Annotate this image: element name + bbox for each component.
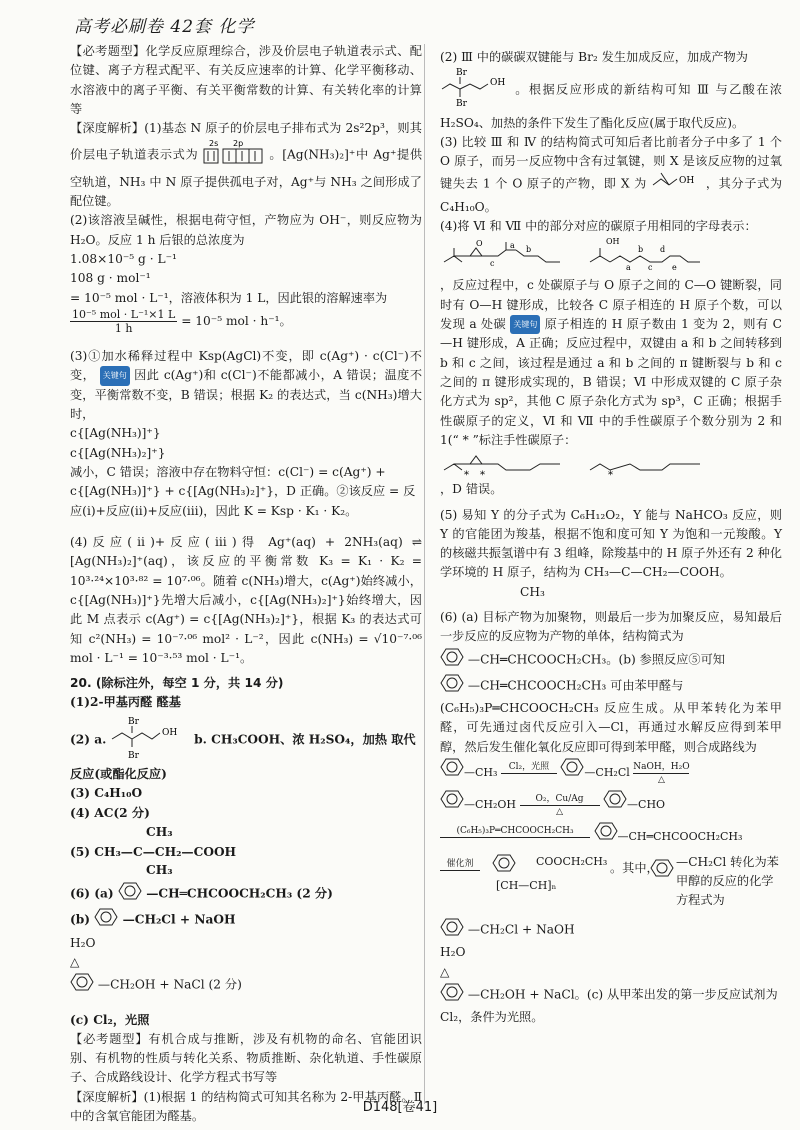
- right-r5-mono2-text: —CH═CHCOOCH₂CH₃ 可由苯甲醛与: [467, 678, 684, 693]
- chiral-star-3: *: [608, 470, 613, 481]
- x-structure: [651, 171, 701, 197]
- q20-5-ch3-bottom: CH₃: [146, 862, 173, 877]
- benzene-ring-icon: [440, 757, 464, 789]
- right-r3: (4)将 Ⅵ 和 Ⅶ 中的部分对应的碳原子用相同的字母表示：: [440, 219, 757, 234]
- r1-oh: OH: [490, 78, 506, 89]
- right-r3b-text: ，反应过程中，c 处碳原子与 O 原子之间的 C—O 键断裂，同时有 O—H 键形成，比较各 C 原子相连的 H 原子个数，可以发现 a 处碳: [440, 278, 782, 332]
- left-p6: 【必考题型】有机合成与推断，涉及有机物的命名、官能团识别、有机物的性质与转化关系、物质推断、杂化轨道、手性碳原子、合成路线设计、化学方程式书写等: [70, 1031, 422, 1085]
- q20-2: [70, 715, 422, 765]
- q20-2c: 反应(或酯化反应): [70, 767, 167, 782]
- r3-label-a2: a: [626, 263, 631, 273]
- r3-structures: [440, 236, 782, 276]
- left-column: [70, 42, 422, 1126]
- br-bottom-label: Br: [128, 750, 140, 759]
- orbital-2s-label: 2s: [208, 139, 219, 149]
- right-r4-ch3: CH₃: [520, 584, 545, 599]
- route-arrow-4-top: (C₆H₅)₃P═CHCOOCH₂CH₃: [456, 825, 574, 836]
- q20-5-ch3-top: CH₃: [146, 824, 173, 839]
- benzene-ring-icon: [440, 982, 464, 1008]
- column-divider: [424, 44, 425, 1104]
- q20-1: (1)2-甲基丙醛 醛基: [70, 695, 181, 710]
- frac2-num: 10⁻⁵ mol · L⁻¹×1 L: [72, 307, 176, 321]
- fraction-rate: [70, 308, 177, 335]
- route-arrow-5: [440, 859, 480, 872]
- benzene-ring-icon: [440, 789, 464, 821]
- q20-6a: [70, 881, 422, 907]
- q20-3: (3) C₄H₁₀O: [70, 786, 143, 801]
- right-r5e: [440, 917, 782, 943]
- r1-br-top: Br: [456, 68, 467, 79]
- frac3-num: c{[Ag(NH₃)]⁺}: [70, 426, 161, 441]
- left-p4: [70, 347, 422, 424]
- left-p3b: = 10⁻⁵ mol · L⁻¹，溶液体积为 1 L，因此银的溶解速率为: [70, 290, 388, 305]
- orbital-diagram: [203, 138, 265, 172]
- polymer-ester: COOCH₂CH₃: [536, 855, 608, 869]
- benzene-ring-icon: [94, 907, 118, 933]
- left-p1: 【必考题型】化学反应原理综合，涉及价层电子轨道表示式、配位键、离子方程式配平、有关反应速率的计算、化学平衡移动、水溶液中的离子平衡、有关平衡常数的计算、有关转化率的计算等: [70, 44, 422, 116]
- left-p2: [70, 119, 422, 211]
- q20-2a: (2) a.: [70, 732, 107, 747]
- q20-6b: [70, 907, 422, 933]
- frac-den: 108 g · mol⁻¹: [70, 271, 151, 286]
- benzene-ring-icon: [560, 757, 584, 789]
- arrow-bottom: △: [70, 954, 80, 969]
- left-p4a: (3)①加水稀释过程中 Ksp(AgCl)不变，即 c(Ag⁺) · c(Cl⁻)不变，: [70, 349, 422, 383]
- route-arrow-1: [501, 762, 557, 785]
- q20-5-main: (5) CH₃—C—CH₂—COOH: [70, 844, 237, 859]
- r3-label-b: b: [526, 245, 532, 255]
- left-p2b: 。[Ag(NH₃)₂]⁺中 Ag⁺提供空轨道，NH₃ 中 N 原子提供孤电子对，Ag⁺与 NH₃ 之间形成了配位键。: [70, 148, 423, 209]
- left-p3: [70, 211, 422, 250]
- q20-2b: b. CH₃COOH、浓 H₂SO₄，加热 取代: [194, 732, 416, 747]
- frac2-den: 1 h: [114, 321, 133, 335]
- q20-5: [70, 823, 422, 881]
- right-r4: (5) 易知 Y 的分子式为 C₆H₁₂O₂，Y 能与 NaHCO₃ 反应，则 Y 的官能团为羧基，根据不饱和度可知 Y 为饱和一元羧酸。Y 的核磁共振氢谱中有 3 组峰，除羧基中的 H 原子外还有 2 种化学环境的 H 原子，结构为 CH₃—C—CH₂—COOH。: [440, 507, 782, 580]
- right-r5: (6) (a) 目标产物为加聚物，则最后一步为加聚反应，易知最后一步反应的反应物为产物的单体，结构简式为: [440, 609, 782, 644]
- right-column: (2) Ⅲ 中的碳碳双键能与 Br₂ 发生加成反应，加成产物为 Br Br OH 。根据反应形成的新结构可知 Ⅲ 与乙酸在浓 H₂SO₄、加热的条件下发生了酯化反应(属于取代反应)。 (3) 比较 Ⅲ 和 Ⅳ 的结构简式可知后者比前者分子中多了 1 个 O 原子，而另一反应物中含有过氧键，则 X 是该反应物的过氧键失去 1 个 O 原子的产物，即 X 为 OH ，其分子式为 C₄H₁₀O。 (4)将 Ⅵ 和 Ⅶ 中的部分对应的碳原子用相同的字母表示： O a b c OH a b c d e ，反应过程中，c 处碳原子与 O 原子之间的 C—O 键断裂，同时有 O—H 键形成，比较各 C 原子相连的 H 原子个数，可以发现 a 处碳 关键句 原子相连的 H 原子数由 1 变为 2，则有 C—H 键形成，A 正确；反应过程中，双键由 a 和 b 之间转移到 b 和 c 之间，该过程是通过 a 和 b 之间的 π 键断裂与 b 和 c 之间的 π 键形成实现的，B 错误；Ⅵ 中形成双键的 C 原子杂化方式为 sp²，其他 C 原子杂化方式为 sp³，C 正确；根据手性碳原子的定义，Ⅵ 和 Ⅶ 中的手性碳原子个数分别为 2 和 1(“ * ”标注手性碳原子： * * * ，D 错误。 (5) 易知 Y 的分子式为 C₆H₁₂O₂，Y 能与 NaHCO₃ 反应，则 Y 的官能团为羧基，根据不饱和度可知 Y 为饱和一元羧酸。Y 的核磁共振氢谱中有 3 组峰，除羧基中的 H 原子外还有 2 种化学环境的 H 原子，结构为 CH₃—C—CH₂—COOH。 CH₃ (6) (a) 目标产物为加聚物，则最后一步为加聚反应，易知最后一步反应的反应物为产物的单体，结构简式为 —CH═CHCOOCH₂CH₃。(b) 参照反应⑤可知 —CH═CHCOOCH₂CH₃ 可由苯甲醛与 (C₆H₅)₃P═CHCOOCH₂CH₃ 反应生成。从甲苯转化为苯甲醛，可先通过卤代反应引入—Cl，再通过水解反应得到苯甲醇，然后发生催化氧化反应即可得到苯甲醛，则合成路线为 —CH₃ Cl₂，光照 —CH₂Cl NaOH，H₂O △ —CH₂OH O₂，Cu/Ag △ —CHO (C₆H₅)₃P═CHCOOCH₂CH₃ —CH═CHCOOCH₂CH₃ 催化剂 COOCH₂CH₃ [CH—CH]ₙ 。其中， —CH₂Cl 转化为苯甲醇的反应的化学方程式为 —CH₂Cl + NaOH H₂O △ —CH₂OH + NaCl。(c) 从甲苯出发的第一步反应试剂为 Cl₂，条件为光照。: [440, 50, 783, 1025]
- left-p2a: 【深度解析】(1)基态 N 原子的价层电子排布式为 2s²2p³，则其价层电子轨道表示式为: [70, 121, 422, 163]
- benzene-ring-icon: [118, 881, 142, 907]
- route-arrow-1-top: Cl₂，光照: [508, 761, 550, 772]
- left-p3a: (2)该溶液呈碱性，根据电荷守恒，产物应为 OH⁻，则反应物为 H₂O。反应 1 h 后银的总浓度为: [70, 213, 422, 247]
- r3-label-b2: b: [638, 245, 644, 255]
- right-r2: [440, 133, 782, 217]
- route-arrow-3-top: O₂，Cu/Ag: [535, 793, 584, 804]
- left-p5-text: (4)反应(ⅱ)+反应(ⅲ)得 Ag⁺(aq) + 2NH₃(aq) ⇌ [Ag(NH₃)₂]⁺(aq)，该反应的平衡常数 K₃ = K₁ · K₂ = 10³·²⁴×10³·⁸² = 10⁷·⁰⁶。随着 c(NH₃)增大，c(Ag⁺)始终减小，c{[Ag(NH₃)]⁺}先增大后减小，c{[Ag(NH₃)₂]⁺}始终增大，因此 M 点表示 c(Ag⁺) = c{[Ag(NH₃)₂]⁺}，根据 K₃ 的表达式可知 c²(NH₃) = 10⁻⁷·⁰⁶ mol² · L⁻²，因此 c(NH₃) =: [70, 535, 422, 646]
- right-r5e-right: —CH₂OH + NaCl。(c) 从甲苯出发的第一步反应试剂为 Cl₂，条件为光照。: [440, 987, 778, 1025]
- polymer-chain: [CH—CH]ₙ: [496, 879, 557, 893]
- route-arrow-4: [440, 826, 590, 849]
- right-r3b: [440, 276, 782, 450]
- right-r1: [440, 48, 782, 67]
- r3-label-c2: c: [648, 263, 653, 273]
- key-sentence-stamp: 关键句: [510, 315, 540, 334]
- right-r1-text: (2) Ⅲ 中的碳碳双键能与 Br₂ 发生加成反应，加成产物为: [440, 50, 748, 64]
- chiral-structures: [440, 450, 782, 480]
- right-r5e-left: —CH₂Cl + NaOH: [467, 922, 575, 937]
- route-benzyl-chloride: —CH₂Cl: [584, 766, 630, 780]
- right-r5-ylide: (C₆H₅)₃P═CHCOOCH₂CH₃ 反应生成。从甲苯转化为苯甲醛，可先通过卤代反应引入—Cl，再通过水解反应得到苯甲醇，然后发生催化氧化反应即可得到苯甲醛，则合成路线为: [440, 701, 782, 754]
- route-cinnamate: —CH═CHCOOCH₂CH₃: [617, 830, 743, 844]
- left-p4c: 减小，C 错误；溶液中存在物料守恒：c(Cl⁻) = c(Ag⁺) + c{[Ag(NH₃)]⁺} + c{[Ag(NH₃)₂]⁺}，D 正确。②该反应 = 反应(ⅰ)+反应(ⅱ)+反应(ⅲ)，因此 K = Ksp · K₁ · K₂。: [70, 464, 416, 518]
- route-benzyl-alcohol: —CH₂OH: [464, 798, 517, 812]
- benzene-ring-icon: [70, 972, 94, 998]
- r3-oh-label: OH: [606, 237, 620, 247]
- frac-num: 1.08×10⁻⁵ g · L⁻¹: [70, 251, 177, 266]
- left-p5-sqrt: √10⁻⁷·⁰⁶ mol · L⁻¹ = 10⁻³·⁵³ mol · L⁻¹。: [70, 631, 422, 665]
- key-sentence-stamp: 关键句: [100, 366, 130, 385]
- chiral-star-2: *: [480, 470, 485, 481]
- right-r5-mono-text: —CH═CHCOOCH₂CH₃。(b) 参照反应⑤可知: [467, 652, 725, 667]
- route-arrow-2-bottom: △: [657, 774, 665, 785]
- benzene-ring-icon: [440, 647, 464, 673]
- r3-o-label: O: [476, 239, 483, 249]
- q20-6a-label: (6) (a): [70, 886, 114, 901]
- r1-br-bottom: Br: [456, 99, 467, 108]
- bromo-addition-structure: [440, 67, 510, 113]
- left-p7: 【深度解析】(1)根据 1 的结构简式可知其名称为 2-甲基丙醛。Ⅱ 中的含氧官能团为醛基。: [70, 1089, 422, 1124]
- page-header: 高考必刷卷 42套 化学: [74, 17, 255, 37]
- right-r2b-text: ，其分子式为 C₄H₁₀O。: [440, 177, 783, 214]
- q20-6b-left: —CH₂Cl + NaOH: [122, 912, 236, 927]
- right-r5-mono2: [440, 673, 782, 699]
- q20-6b-right: —CH₂OH + NaCl (2 分): [97, 977, 242, 992]
- dibromo-structure: [110, 715, 190, 765]
- right-r1b: [440, 67, 782, 133]
- left-p5: [70, 533, 422, 668]
- right-r3c-text: 原子相连的 H 原子数由 1 变为 2，则有 C—H 键形成，A 正确；反应过程中，双键由 a 和 b 之间转移到 b 和 c 之间，该过程是通过 a 和 b 之间的 π 键断裂与 b 和 c 之间的 π 键形成实现的，B 错误；Ⅵ 中形成双键的 C 原子杂化方式为 sp²，其他 C 原子杂化方式为 sp³，C 正确；根据手性碳原子的定义，Ⅵ 和 Ⅶ 中的手性碳原子个数分别为 2 和 1(“ * ”标注手性碳原子：: [440, 317, 783, 447]
- chiral-star-1: *: [464, 470, 469, 481]
- route-toluene: —CH₃: [464, 766, 498, 780]
- route-arrow-2-top: NaOH，H₂O: [633, 761, 690, 772]
- right-r2-text: (3) 比较 Ⅲ 和 Ⅳ 的结构简式可知后者比前者分子中多了 1 个 O 原子，而另一反应物中含有过氧键，则 X 是该反应物的过氧键失去 1 个 O 原子的产物，即 X 为: [440, 134, 782, 192]
- q20-4: (4) AC(2 分): [70, 805, 150, 820]
- r3-label-c: c: [490, 259, 495, 269]
- route-arrow-3: [520, 794, 600, 817]
- r3-label-e: e: [672, 263, 677, 273]
- right-r1b-text: 。根据反应形成的新结构可知 Ⅲ 与乙酸在浓 H₂SO₄、加热的条件下发生了酯化反应(属于取代反应)。: [440, 82, 782, 130]
- q20-6c: (c) Cl₂，光照: [70, 1012, 150, 1027]
- right-r5-mono: [440, 647, 782, 673]
- left-p3c: = 10⁻⁵ mol · h⁻¹。: [181, 313, 292, 328]
- q20-6a-text: —CH═CHCOOCH₂CH₃ (2 分): [146, 886, 333, 901]
- oh-label: OH: [162, 727, 178, 738]
- q20-title: 20. (除标注外，每空 1 分，共 14 分): [70, 676, 284, 691]
- right-r5c: 。其中，: [610, 861, 659, 876]
- benzene-ring-icon: [440, 673, 464, 699]
- br-top-label: Br: [128, 716, 140, 727]
- benzene-ring-icon: [650, 858, 674, 890]
- left-p4b: 因此 c(Ag⁺)和 c(Cl⁻)不能都减小，A 错误；温度不变，平衡常数不变，B 错误；根据 K₂ 的表达式，当 c(NH₃)增大时，: [70, 368, 423, 422]
- r3-label-d: d: [660, 245, 666, 255]
- route-benzaldehyde: —CHO: [627, 798, 666, 812]
- x-oh: OH: [679, 176, 695, 187]
- route-arrow-5-top: 催化剂: [446, 859, 474, 870]
- frac3-den: c{[Ag(NH₃)₂]⁺}: [70, 445, 166, 460]
- q20-6b-label: (b): [70, 912, 91, 927]
- page-footer: D148[卷41]: [362, 1100, 438, 1115]
- right-r3d: ，D 错误。: [440, 482, 503, 497]
- route-arrow-2: [633, 762, 689, 785]
- right-r5d: —CH₂Cl 转化为苯甲醇的反应的化学方程式为: [676, 855, 779, 908]
- arrow-top: H₂O: [70, 935, 96, 950]
- benzene-ring-icon: [440, 917, 464, 943]
- orbital-2p-label: 2p: [232, 139, 244, 149]
- synthesis-route: [440, 757, 782, 908]
- route-arrow-3-bottom: △: [556, 806, 563, 817]
- r3-label-a: a: [510, 241, 515, 251]
- benzene-ring-icon: [603, 789, 627, 821]
